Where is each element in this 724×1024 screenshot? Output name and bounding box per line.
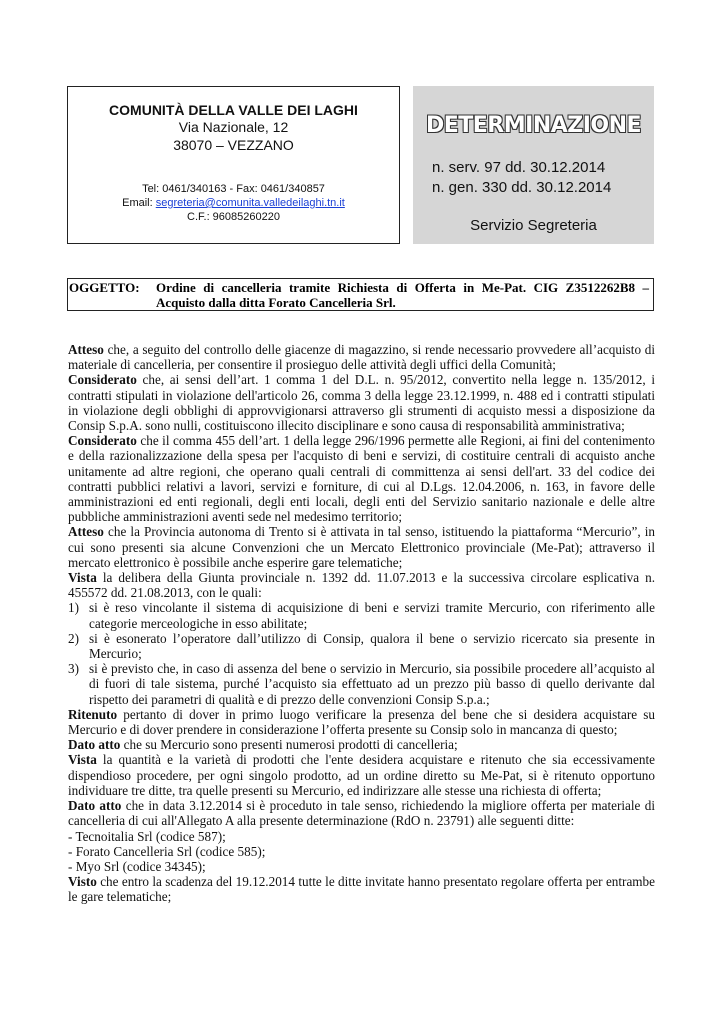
paragraph (68, 752, 655, 798)
paragraph (68, 342, 655, 372)
determination-title: DETERMINAZIONE (425, 113, 642, 138)
paragraph-text: la delibera della Giunta provinciale n. 1392 dd. 11.07.2013 e la successiva circolare esplicativa n. 455572 dd. 21.08.2013, con le quali: (68, 570, 655, 601)
paragraph-lead: Vista (68, 570, 97, 586)
list-text: si è previsto che, in caso di assenza del bene o servizio in Mercurio, sia possibile procedere all’acquisto al di fuori di tale sistema, purché l’acquisto sia effettuato ad un prezzo più basso di quello derivante dal rispetto dei parametri di qualità e di prezzo delle convenzioni Consip S.p.a.; (89, 661, 655, 707)
paragraph-text: che, a seguito del controllo delle giacenze di magazzino, si rende necessario provvedere all’acquisto di materiale di cancelleria, per consentire il prosieguo delle attività degli uffici della Comunità; (68, 342, 655, 373)
paragraph-lead: Ritenuto (68, 706, 118, 722)
paragraph-lead: Atteso (68, 342, 104, 357)
list-number: 2) (68, 630, 79, 646)
paragraph-lead: Considerato (68, 433, 137, 449)
determination-box (413, 86, 654, 244)
subject-text: Ordine di cancelleria tramite Richiesta di Offerta in Me-Pat. CIG Z3512262B8 – Acquisto dalla ditta Forato Cancelleria Srl. (156, 280, 649, 310)
paragraph (68, 798, 655, 828)
email-label: Email: (122, 197, 153, 209)
list-text: si è esonerato l’operatore dall’utilizzo di Consip, qualora il bene o servizio ricercato sia presente in Mercurio; (89, 630, 655, 662)
list-number: 3) (68, 661, 79, 677)
institution-address: Via Nazionale, 12 (178, 119, 289, 135)
paragraph-lead: Dato atto (68, 737, 121, 753)
paragraph-lead: Visto (68, 874, 97, 890)
paragraph (68, 874, 655, 904)
tax-code: C.F.: 96085260220 (187, 211, 280, 223)
paragraph (68, 372, 655, 433)
institution-name: COMUNITÀ DELLA VALLE DEI LAGHI (109, 102, 358, 118)
paragraph (68, 524, 655, 570)
email-link[interactable]: segreteria@comunita.valledeilaghi.tn.it (155, 197, 345, 209)
list-text: si è reso vincolante il sistema di acquisizione di beni e servizi tramite Mercurio, con riferimento alle categorie merceologiche in esso abilitate; (89, 600, 655, 631)
paragraph-text: pertanto di dover in primo luogo verificare la presenza del bene che si desidera acquistare su Mercurio e di dover prendere in considerazione l’offerta presente su Consip solo in mancanza di questo; (68, 706, 655, 738)
subject-label: OGGETTO: (69, 280, 140, 295)
general-number: n. gen. 330 dd. 30.12.2014 (432, 179, 612, 196)
list-item (68, 631, 655, 661)
paragraph-text: che entro la scadenza del 19.12.2014 tutte le ditte invitate hanno presentato regolare offerta per entrambe le gare telematiche; (68, 874, 655, 905)
institution-header-box (67, 86, 400, 244)
company-item: - Tecnoitalia Srl (codice 587); (68, 828, 226, 844)
phone-fax: Tel: 0461/340163 - Fax: 0461/340857 (142, 183, 325, 195)
paragraph-lead: Dato atto (68, 798, 122, 814)
list-item (68, 600, 655, 630)
paragraph-lead: Atteso (68, 524, 104, 540)
company-item: - Myo Srl (codice 34345); (68, 858, 206, 874)
list-number: 1) (68, 600, 79, 616)
contact-block (68, 182, 399, 224)
office-name: Servizio Segreteria (470, 217, 597, 234)
paragraph (68, 433, 655, 524)
service-number: n. serv. 97 dd. 30.12.2014 (432, 159, 606, 176)
paragraph-text: che, ai sensi dell’art. 1 comma 1 del D.L. n. 95/2012, convertito nella legge n. 135/2012, i contratti stipulati in violazione dell'articolo 26, comma 3 della legge 23.12.1999, n. 488 ed i contratti stipulati in violazione degli obblighi di approvvigionarsi attraverso gli strumenti di acquisto messi a disposizione da Consip S.p.A. sono nulli, costituiscono illecito disciplinare e sono causa di responsabilità amministrativa; (68, 372, 655, 434)
institution-city: 38070 – VEZZANO (173, 137, 294, 153)
paragraph (68, 570, 655, 600)
paragraph-lead: Considerato (68, 372, 137, 388)
paragraph (68, 737, 655, 752)
document-body (68, 342, 655, 905)
email-line (68, 196, 399, 210)
subject-box (67, 278, 654, 311)
paragraph-text: che il comma 455 dell’art. 1 della legge 296/1996 permette alle Regioni, ai fini del contenimento e della razionalizzazione della spesa per l'acquisto di beni e servizi, di costituire centrali di acquisto anche unitamente ad altre regioni, che operano quali centrali di committenza ai sensi dell'art. 33 del codice dei contratti pubblici relativi a lavori, servizi e forniture, di cui al D.Lgs. 12.04.2006, n. 163, in favore delle amministrazioni ed enti regionali, degli enti locali, degli enti del Servizio sanitario nazionale e delle altre pubbliche amministrazioni aventi sede nel medesimo territorio; (68, 433, 655, 525)
company-item: - Forato Cancelleria Srl (codice 585); (68, 843, 266, 859)
list-item (68, 661, 655, 707)
paragraph-lead: Vista (68, 752, 97, 768)
paragraph-text: che la Provincia autonoma di Trento si è attivata in tal senso, istituendo la piattaforma “Mercurio”, in cui sono presenti sia alcune Convenzioni che un Mercato Elettronico provinciale (Me-Pat); attraverso il mercato elettronico è possibile anche esperire gare telematiche; (68, 524, 655, 570)
paragraph-text: che su Mercurio sono presenti numerosi prodotti di cancelleria; (120, 737, 458, 753)
paragraph-text: che in data 3.12.2014 si è proceduto in tale senso, richiedendo la migliore offerta per materiale di cancelleria di cui all'Allegato A alla presente determinazione (RdO n. 23791) alle seguenti ditte: (68, 798, 655, 829)
paragraph-text: la quantità e la varietà di prodotti che l'ente desidera acquistare e ritenuto che sia eccessivamente dispendioso procedere, per ogni singolo prodotto, ad un ordine diretto su Me-Pat, si è ritenuto opportuno individuare tre ditte, tra quelle presenti su Mercurio, ed indirizzare alle stesse una richiesta di offerta; (68, 752, 655, 798)
paragraph (68, 707, 655, 737)
